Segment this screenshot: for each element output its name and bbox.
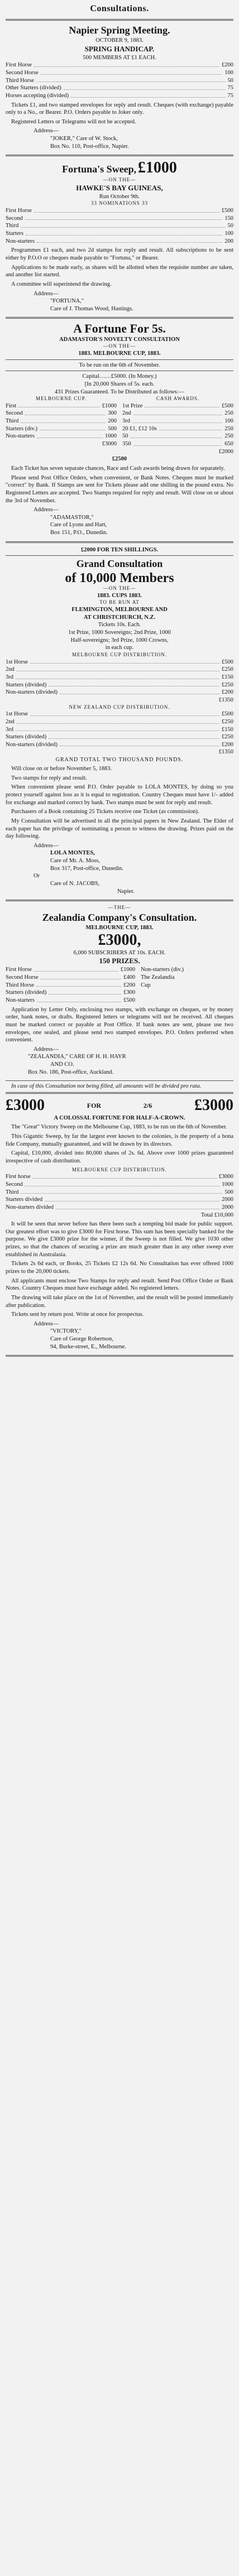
prize-label: 50 (122, 433, 128, 440)
prize-label: First Horse (6, 967, 32, 973)
prize-label: Non-starters (6, 433, 35, 440)
prize-row (6, 207, 233, 215)
address-line: Care of George Robertson, (50, 1336, 113, 1343)
divider (6, 1080, 233, 1081)
prize-amount: 1000 (105, 433, 117, 440)
address-line: Care of Mr. A. Moss, (50, 858, 100, 864)
victory-dist-table (6, 1173, 233, 1219)
prize-row (6, 674, 233, 681)
address-line: Box 151, P.O., Dunedin. (50, 530, 108, 536)
prize-row (6, 84, 233, 92)
grand-prize-line: in each cup. (105, 645, 134, 651)
prize-label: Second (6, 1181, 23, 1188)
fortuna-body: A committee will superintend the drawing. (11, 281, 112, 287)
prize-row (6, 238, 233, 246)
address-label: Address— (34, 507, 59, 513)
grand-prize-line: 1st Prize, 1000 Sovereigns; 2nd Prize, 1000 (68, 629, 171, 636)
fortuna-run: Run October 9th. (99, 193, 140, 200)
address-line: LOLA MONTES, (50, 850, 95, 857)
prize-amount: £250 (222, 681, 233, 688)
victory-body: The drawing will take place on the 1st of November, and the result will be posted immediately after publication. (6, 1294, 233, 1309)
prize-label: 3rd (122, 418, 130, 425)
grand-notice (6, 545, 233, 898)
adamastor-body: Please send Post Office Orders, when convenient, or Bank Notes. Cheques must be marked "correct" by Bank. If Stamps are sent for Tickets please add one shilling in the pound extra. No Registered Letters are accepted. Two Stamps required for reply and result. Will close on or about the 3rd of November. (6, 474, 233, 504)
banner-amount: £3000 (194, 1096, 233, 1114)
prize-row (6, 69, 233, 77)
prize-row (6, 966, 135, 974)
zealandia-tables (6, 966, 233, 1004)
prize-amount: 200 (224, 238, 233, 244)
prize-row (6, 974, 135, 982)
fortuna-title (6, 160, 233, 177)
grand-body: When convenient please send P.O. Order payable to LOLA MONTES, by doing so you protect yourself against loss as it is equal to registration. Country Cheques must have 1/- added for exchange and marked correct by bank. Two stamps must be sent for reply and result. (6, 784, 233, 806)
prize-amount: 150 (224, 215, 233, 222)
prize-row (6, 92, 233, 100)
address-line: Care of Lyons and Hart, (50, 522, 107, 528)
zealandia-subscribers: 6,000 SUBSCRIBERS AT 10s. EACH. (73, 949, 166, 956)
grand-prize-line: Half-sovereigns; 3rd Prize, 1000 Crowns, (70, 637, 169, 643)
prize-label: Non-starters (div.) (141, 967, 184, 973)
prize-label: 2nd (6, 666, 15, 673)
adamastor-shares: [In 20,000 Shares of 5s. each. (84, 381, 155, 387)
prize-label: Third (6, 1189, 19, 1195)
prize-amount: £200 (222, 62, 233, 69)
prize-row (6, 1189, 233, 1196)
prize-label: Non-starters (divided) (6, 689, 58, 696)
prize-label: Starters (div.) (6, 425, 38, 432)
prize-amount: £400 (123, 974, 136, 981)
fortuna-body: Programmes £1 each, and two 2d stamps for reply and result. All subscriptions to be sent either by P.O.O or cheques made payable to "Fortuna," or Bearer. (6, 247, 233, 261)
prize-label: Third Horse (6, 982, 35, 988)
address-line: 94, Burke-street, E., Melbourne. (50, 1343, 126, 1350)
address-label: Address— (34, 1046, 59, 1052)
prize-label: Second (6, 215, 23, 222)
prize-label: 20 £1, £12 10s (122, 425, 157, 432)
prize-row (6, 989, 135, 997)
prize-row (122, 425, 233, 433)
adamastor-body: Each Ticket has seven separate chances, Race and Cash awards being drawn for separately. (11, 465, 225, 472)
fortuna-nominations: 33 NOMINATIONS 33 (91, 200, 148, 206)
grand-run: TO BE RUN AT (99, 599, 140, 605)
zealandia-title: Zealandia Company's Consultation. (42, 912, 197, 924)
prize-label: Non-starters (divided) (6, 741, 58, 748)
prize-row (6, 710, 233, 718)
prize-row (6, 666, 233, 674)
address-label: Address— (34, 290, 59, 297)
address-line: "FORTUNA," (50, 298, 84, 305)
prize-amount: £200 (222, 689, 233, 696)
prize-label: Second (6, 410, 23, 417)
grand-cup2-table (6, 710, 233, 756)
zealandia-amount: £3000, (98, 931, 141, 949)
prize-label: Starters (divided) (6, 989, 47, 996)
prize-amount: 50 (227, 223, 233, 229)
grand-cup1-table (6, 659, 233, 704)
prize-amount: £1000 (120, 967, 136, 973)
adamastor-run: To be run on the 6th of November. (79, 362, 160, 368)
address-label: Address— (34, 128, 59, 134)
napier-date: OCTOBER 9, 1883. (95, 37, 144, 44)
napier-title: Napier Spring Meeting. (69, 24, 170, 36)
prize-row (6, 1181, 233, 1189)
address-line: Care of J. Thomas Wood, Hastings. (50, 305, 133, 312)
prize-amount: 250 (224, 433, 233, 440)
prize-amount: £500 (222, 711, 233, 718)
prize-label: Third (6, 418, 19, 425)
divider (6, 900, 233, 901)
prize-row (6, 718, 233, 726)
banner-for: FOR (87, 1101, 102, 1109)
table-title: MELBOURNE CUP DISTRIBUTION. (72, 652, 167, 658)
prize-row (122, 417, 233, 425)
prize-label: Second Horse (6, 974, 39, 981)
prize-amount: £1000 (102, 402, 117, 409)
table-total: £2000 (218, 448, 233, 455)
prize-row (6, 417, 117, 425)
prize-row (6, 726, 233, 734)
divider (6, 317, 233, 319)
grand-tickets: Tickets 10s. Each. (98, 622, 141, 628)
divider (6, 359, 233, 360)
address-line: "VICTORY," (50, 1328, 82, 1335)
prize-label: Starters (divided) (6, 734, 47, 741)
address-line: Box 317, Post-office, Dunedin. (50, 865, 124, 872)
prize-row (6, 1173, 233, 1181)
grand-body: Purchasers of a Book containing 25 Tickets receive one Ticket (as commission). (11, 809, 199, 815)
prize-amount: 250 (224, 425, 233, 432)
victory-title: A COLOSSAL FORTUNE FOR HALF-A-CROWN. (54, 1114, 185, 1121)
zealandia-prizes-count: 150 PRIZES. (99, 957, 140, 965)
prize-label: First horse (6, 1174, 31, 1180)
prize-amount: £500 (222, 659, 233, 665)
grand-title: Grand Consultation (76, 558, 163, 570)
page-title: Consultations. (90, 4, 149, 13)
address-line: "ZEALANDIA," CARE OF H. H. HAYR (28, 1054, 126, 1060)
table-total: £1350 (218, 749, 233, 756)
table-total: £3000 (102, 441, 117, 448)
prize-label: Other Starters (divided) (6, 85, 61, 92)
table-title: CASH AWARDS. (156, 396, 200, 402)
prize-amount: 2000 (222, 1204, 233, 1210)
prize-row (6, 1196, 233, 1204)
address-line: Box No. 110, Post-office, Napier. (50, 143, 129, 150)
prize-row (6, 425, 117, 433)
napier-notice (6, 22, 233, 153)
prize-amount: 650 (224, 441, 233, 448)
prize-row (6, 982, 135, 989)
fortuna-race: HAWKE'S BAY GUINEAS, (76, 183, 163, 192)
prize-row (6, 1204, 233, 1212)
prize-row (6, 61, 233, 69)
prize-row (122, 410, 233, 417)
address-line: AND CO. (50, 1061, 74, 1068)
fortuna-body: Applications to be made early, as shares will be allotted when the requisite number are taken, and another list started. (6, 264, 233, 278)
prize-label: Third Horse (6, 77, 35, 84)
prize-row (6, 997, 135, 1005)
prize-label: Non-starters (6, 997, 35, 1003)
prize-amount: £150 (222, 674, 233, 680)
prize-amount: 2000 (222, 1196, 233, 1203)
adamastor-prizes-note: 431 Prizes Guaranteed. To be Distributed as follows:— (54, 388, 185, 395)
prize-row (6, 432, 117, 440)
prize-amount: 1000 (222, 1181, 233, 1188)
victory-body: This Gigantic Sweep, by far the largest ever known to the colonies, is the property of a bona fide Company, mutually guaranteed, and will be drawn by its directors. (6, 1133, 233, 1147)
grand-venue: FLEMINGTON, MELBOURNE AND (71, 607, 168, 613)
prize-label: Starters (divided) (6, 681, 47, 688)
grand-top: £2000 FOR TEN SHILLINGS. (80, 546, 159, 553)
victory-body: Tickets sent by return post. Write at once for prospectus. (11, 1311, 144, 1318)
table-title: MELBOURNE CUP DISTRIBUTION. (72, 1166, 167, 1172)
divider (6, 1355, 233, 1357)
prize-amount: 250 (224, 410, 233, 417)
prize-amount: £150 (222, 726, 233, 733)
adamastor-capital: Capital……£5000. (In Money.) (82, 373, 157, 380)
table-total: Total £10,000 (200, 1212, 233, 1218)
napier-event: SPRING HANDICAP. (84, 44, 155, 53)
banner-price: 2/6 (143, 1101, 152, 1109)
prize-label: Non-starters (6, 238, 35, 244)
adamastor-cash-table (122, 396, 233, 455)
address-line: "ADAMASTOR," (50, 514, 94, 521)
prize-label: 3rd (6, 726, 13, 733)
zealandia-body: Application by Letter Only, enclosing two stamps, with exchange on cheques, or by money order, bank notes, or drafts. Registered letters or telegrams will not be received. All cheques must be marked correct or payable at Post Office. If bank notes are sent, please use two envelopes, one sealed, and please send two stamped envelopes. P.O. Orders preferred when convenient. (6, 1006, 233, 1044)
grand-body: Two stamps for reply and result. (11, 775, 87, 781)
divider (6, 541, 233, 543)
prize-row (122, 440, 233, 448)
prize-label: The Zealandia (141, 974, 175, 981)
prize-amount: 500 (224, 1189, 233, 1195)
prize-amount: 100 (224, 418, 233, 425)
prize-label: 2nd (122, 410, 131, 417)
prize-label: Cup (141, 982, 151, 988)
adamastor-notice (6, 320, 233, 539)
napier-body: Tickets £1, and two stamped envelopes for reply and result. Cheques (with exchange) payable only to a No., or Bearer. P.O. Orders payable to Joker only. (6, 102, 233, 116)
prize-label: Second Horse (6, 70, 39, 76)
grand-body: Will close on or before November 5, 1883. (11, 766, 112, 772)
adamastor-tables (6, 396, 233, 455)
prize-row (122, 432, 233, 440)
prize-amount: £250 (222, 666, 233, 673)
grand-venue: AT CHRISTCHURCH, N.Z. (83, 614, 156, 621)
on-the: —ON THE— (103, 343, 136, 349)
adamastor-event: 1883. MELBOURNE CUP, 1883. (78, 350, 161, 357)
grand-event: 1883. CUPS 1883. (97, 592, 142, 599)
victory-notice (6, 1095, 233, 1353)
prize-amount: £300 (123, 989, 136, 996)
table-title: NEW ZEALAND CUP DISTRIBUTION. (69, 704, 170, 710)
prize-amount: £3000 (218, 1174, 233, 1180)
napier-prize-list (6, 61, 233, 99)
address-line: Care of N. JACOBS, (50, 881, 100, 887)
prize-row (122, 402, 233, 410)
prize-amount: £500 (222, 402, 233, 409)
on-the: —ON THE— (103, 177, 136, 183)
fortuna-title-b: £1000 (137, 159, 177, 177)
prize-label: Starters (6, 230, 24, 237)
adamastor-title: A Fortune For 5s. (73, 321, 166, 336)
prize-label: First Horse (6, 62, 32, 69)
prize-amount: 50 (227, 77, 233, 84)
prize-label: Starters divided (6, 1196, 43, 1203)
victory-body: The "Great" Victory Sweep on the Melbourne Cup, 1883, to be run on the 6th of November. (11, 1124, 227, 1131)
address-line: "JOKER," Care of W. Stock, (50, 136, 118, 142)
prize-amount: 300 (108, 410, 117, 417)
prize-label: Non-starters divided (6, 1204, 54, 1210)
prize-row (6, 659, 233, 666)
prize-label: 350 (122, 441, 131, 448)
divider (6, 155, 233, 156)
on-the: —ON THE— (103, 585, 136, 592)
address-line: Napier. (117, 888, 135, 895)
prize-label: First Horse (6, 208, 32, 214)
fortuna-prize-list (6, 207, 233, 245)
victory-banner (6, 1097, 233, 1114)
prize-amount: 75 (227, 92, 233, 99)
zealandia-the: —THE— (108, 905, 131, 911)
prize-amount: £250 (222, 718, 233, 725)
prize-amount: £200 (123, 982, 136, 988)
zealandia-notice (6, 903, 233, 1079)
prize-amount: 200 (108, 418, 117, 425)
banner-amount: £3000 (6, 1096, 45, 1114)
prize-label: 3rd (6, 674, 13, 680)
victory-body: Tickets 2s 6d each, or Books, 25 Tickets £2 12s 6d. No Consultation has ever offered 1000 prizes to the 20,000 tickets. (6, 1261, 233, 1275)
table-title: MELBOURNE CUP. (35, 396, 87, 402)
prize-label: 1st Horse (6, 711, 28, 718)
napier-body: Registered Letters or Telegrams will not be accepted. (11, 118, 136, 125)
prize-label: 1st Prize (122, 402, 143, 409)
prize-amount: £200 (222, 741, 233, 748)
prize-row (6, 681, 233, 689)
prize-row (6, 741, 233, 749)
divider (6, 19, 233, 21)
victory-body: It will be seen that never before has there been such a tempting bid made for public support. Our greatest effort was to give £3000 for First horse. This sum has been specially banked for the purpose. We give £3000 prize for the winner, if the Sweep is not filled. We give 1030 other prizes, so that the chances of securing a prize are much greater than in any other sweep ever established in Australasia. (6, 1221, 233, 1258)
address-line: Box No. 186, Post-office, Auckland. (28, 1069, 114, 1075)
grand-title-members: of 10,000 Members (65, 570, 174, 585)
zealandia-event: MELBOURNE CUP, 1883. (85, 925, 154, 931)
adamastor-cup-table (6, 396, 117, 455)
prize-amount: 100 (224, 230, 233, 237)
prize-row (6, 689, 233, 696)
prize-row (6, 215, 233, 223)
prize-amount: 100 (224, 70, 233, 76)
prize-label: 1st Horse (6, 659, 28, 665)
victory-body: Capital, £10,000, divided into 80,000 shares of 2s. 6d. Above over 1000 prizes guaranteed irrespective of cash distribution. (6, 1150, 233, 1164)
prize-amount: 500 (108, 425, 117, 432)
prize-amount: £250 (222, 734, 233, 741)
zealandia-cup-table (141, 966, 233, 1004)
divider (6, 1092, 233, 1094)
address-or: Or (34, 873, 40, 880)
fortuna-notice (6, 158, 233, 315)
table-total: £1350 (218, 696, 233, 703)
address-label: Address— (34, 842, 59, 849)
grand-total-line: GRAND TOTAL TWO THOUSAND POUNDS. (55, 757, 184, 763)
prize-row (6, 230, 233, 238)
adamastor-grand-total: £2500 (112, 456, 127, 463)
prize-amount: £500 (222, 208, 233, 214)
grand-body: My Consultation will be advertised in all the principal papers in New Zealand. The Elder of each paper has the privilege of nominating a person to witness the drawing. Prizes paid on the day following. (6, 818, 233, 840)
address-label: Address— (34, 1320, 59, 1327)
zealandia-prize-table (6, 966, 135, 1004)
victory-body: All applicants must enclose Two Stamps for reply and result. Send Post Office Order or Bank Notes. Country Cheques must have exchange added. No registered letters. (6, 1277, 233, 1292)
prize-label: First (6, 402, 17, 409)
prize-label: Horses accepting (divided) (6, 92, 69, 99)
prize-row (6, 77, 233, 85)
prize-row (6, 410, 117, 417)
prize-label: Third (6, 223, 19, 229)
prize-amount: £500 (123, 997, 136, 1003)
divider (6, 555, 233, 556)
prize-row (6, 733, 233, 741)
prize-row (6, 402, 117, 410)
adamastor-subtitle: ADAMASTOR'S NOVELTY CONSULTATION (59, 336, 180, 343)
prize-row (6, 222, 233, 230)
fortuna-title-a: Fortuna's Sweep, (62, 164, 137, 175)
prize-amount: 75 (227, 85, 233, 92)
pro-rata-notice: In case of this Consultation not being filled, all amounts will be divided pro rata. (11, 1083, 202, 1090)
prize-label: 2nd (6, 718, 15, 725)
napier-members: 500 MEMBERS AT £1 EACH. (83, 54, 156, 61)
